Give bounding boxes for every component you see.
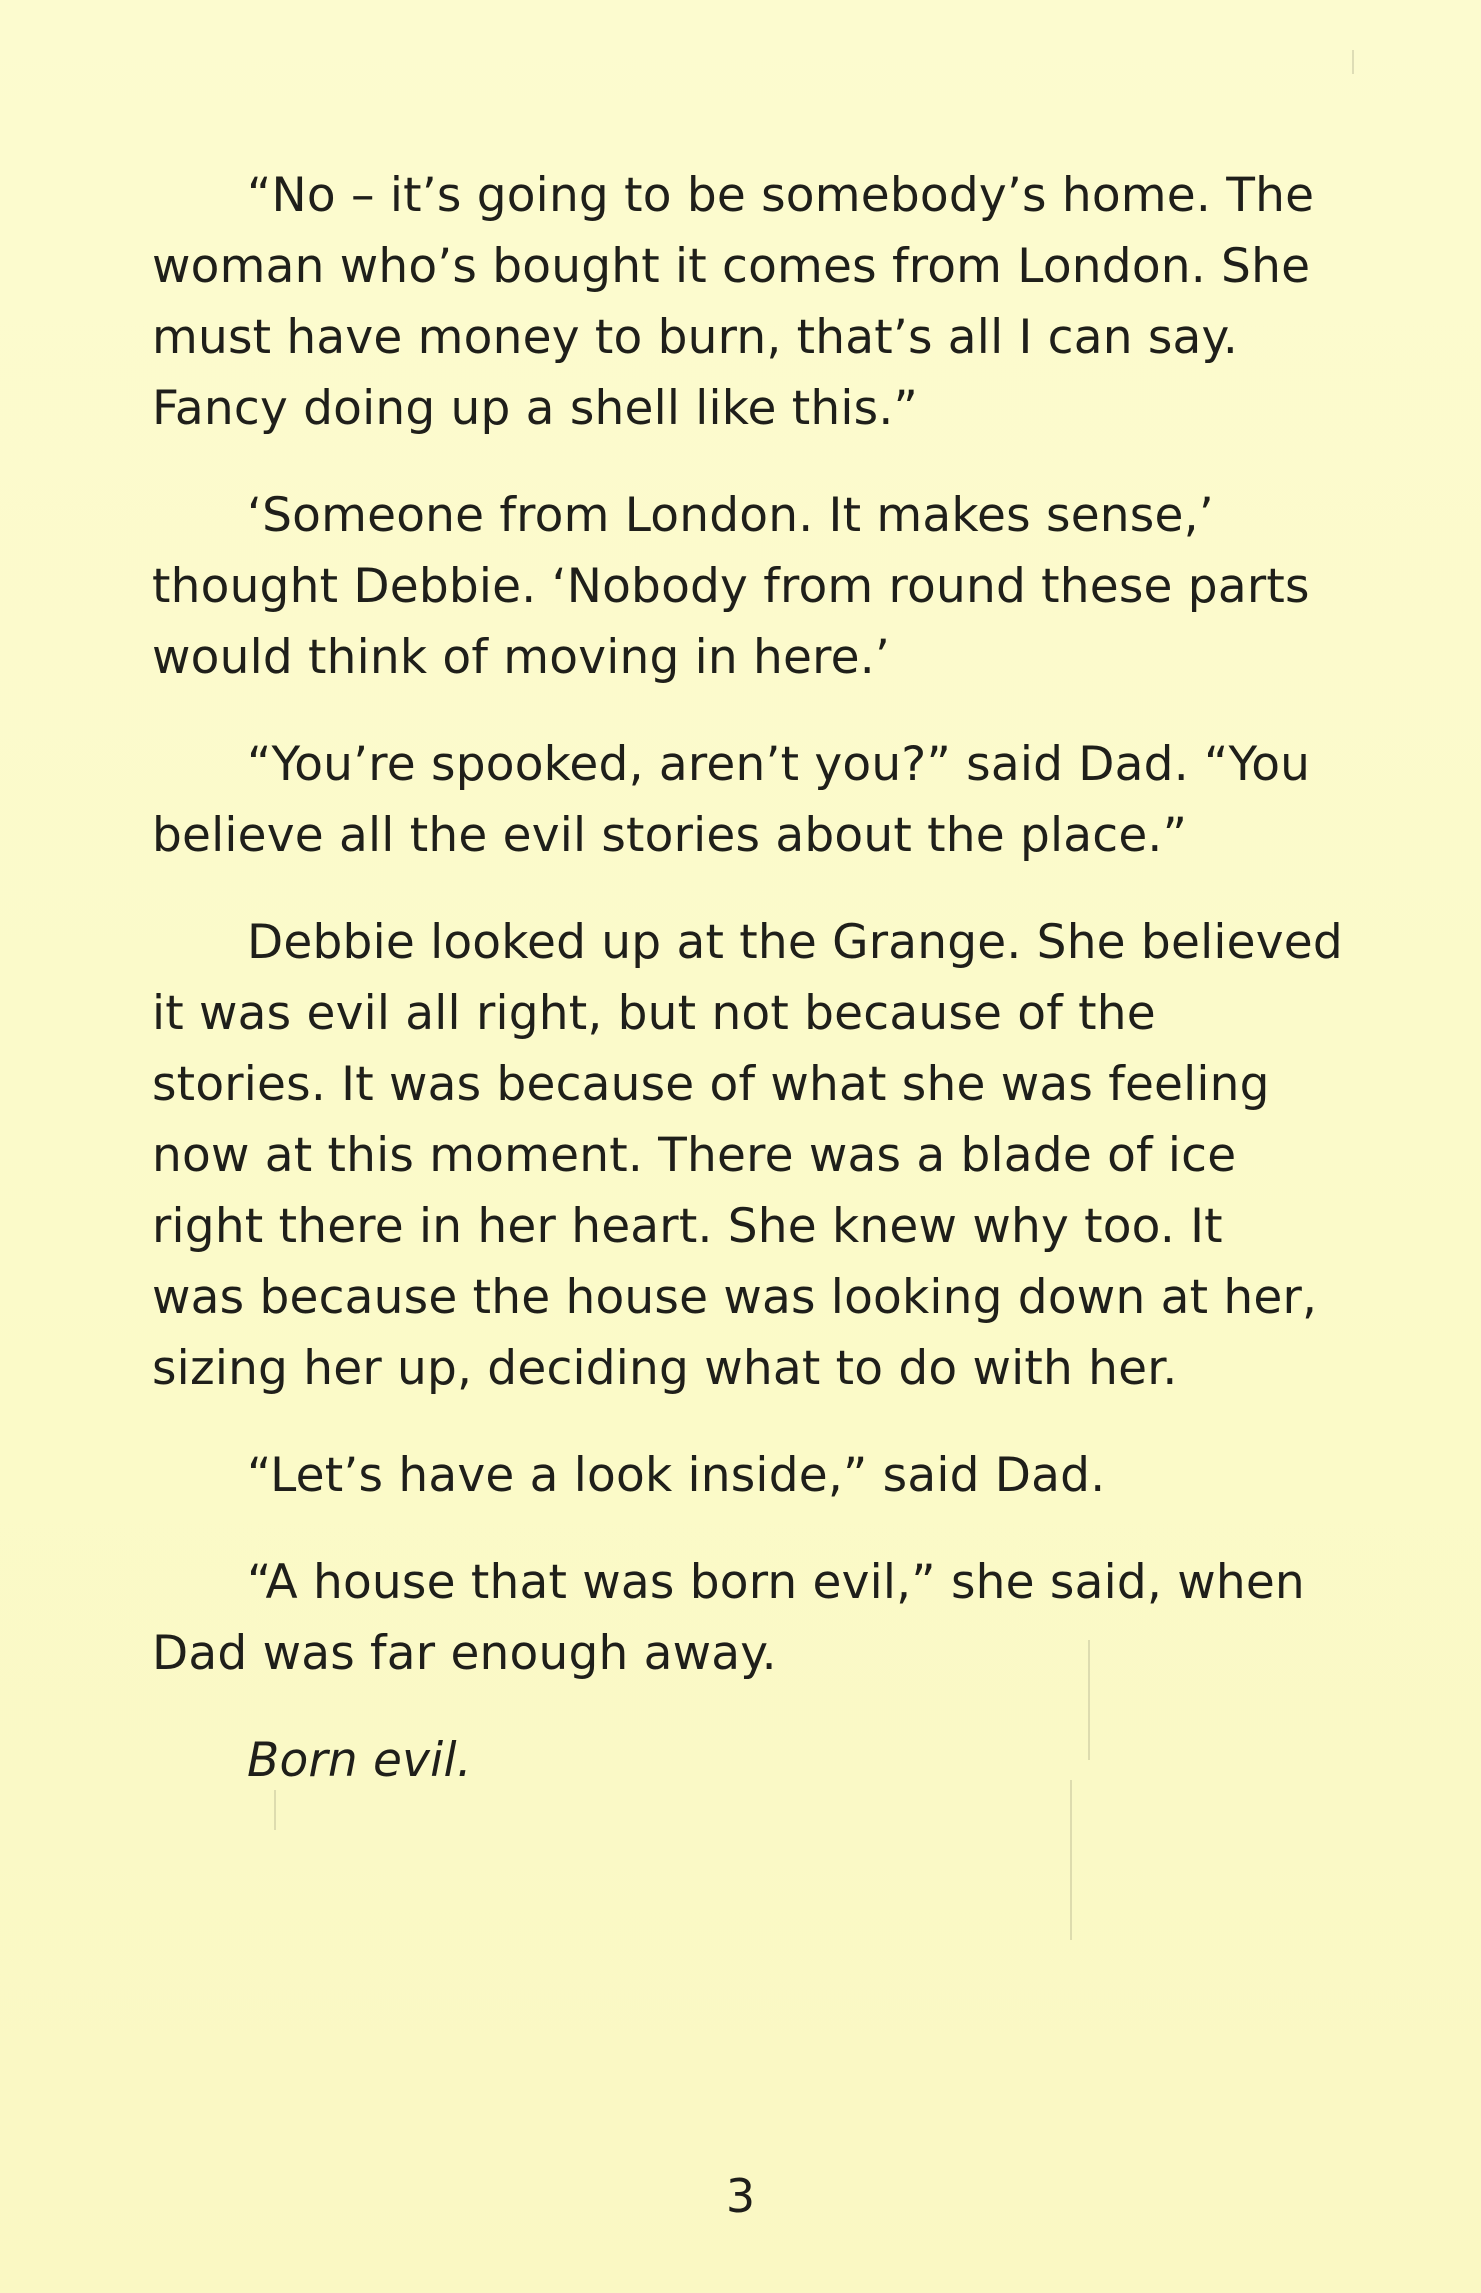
- text-line: woman who’s bought it comes from London. She: [152, 239, 1311, 294]
- text-line: must have money to burn, that’s all I can say.: [152, 310, 1238, 365]
- paragraph: [152, 480, 1402, 693]
- text-line: it was evil all right, but not because of the: [152, 986, 1156, 1041]
- text-line: believe all the evil stories about the place.”: [152, 808, 1188, 863]
- text-line: “A house that was born evil,” she said, when: [247, 1555, 1305, 1610]
- scan-line-mark: [1352, 50, 1354, 74]
- text-line: stories. It was because of what she was feeling: [152, 1057, 1270, 1112]
- text-line: “You’re spooked, aren’t you?” said Dad. “You: [247, 737, 1311, 792]
- paragraph-italic: [152, 1725, 1402, 1796]
- text-line: “No – it’s going to be somebody’s home. The: [247, 168, 1315, 223]
- paragraph: [152, 907, 1402, 1404]
- text-line: Debbie looked up at the Grange. She believed: [247, 915, 1343, 970]
- paragraph: [152, 1440, 1402, 1511]
- text-line: thought Debbie. ‘Nobody from round these parts: [152, 559, 1310, 614]
- text-line: now at this moment. There was a blade of ice: [152, 1128, 1237, 1183]
- story-text: [152, 160, 1402, 1832]
- text-line: Fancy doing up a shell like this.”: [152, 381, 919, 436]
- text-line: would think of moving in here.’: [152, 630, 891, 685]
- text-line: was because the house was looking down at her,: [152, 1270, 1318, 1325]
- paragraph: [152, 729, 1402, 871]
- text-line: ‘Someone from London. It makes sense,’: [247, 488, 1214, 543]
- paragraph: [152, 1547, 1402, 1689]
- paragraph: [152, 160, 1402, 444]
- text-line: right there in her heart. She knew why too. It: [152, 1199, 1223, 1254]
- text-line: “Let’s have a look inside,” said Dad.: [247, 1448, 1106, 1503]
- text-line: Dad was far enough away.: [152, 1626, 777, 1681]
- text-line: Born evil.: [247, 1733, 472, 1788]
- text-line: sizing her up, deciding what to do with her.: [152, 1341, 1178, 1396]
- page-number: 3: [725, 2169, 756, 2223]
